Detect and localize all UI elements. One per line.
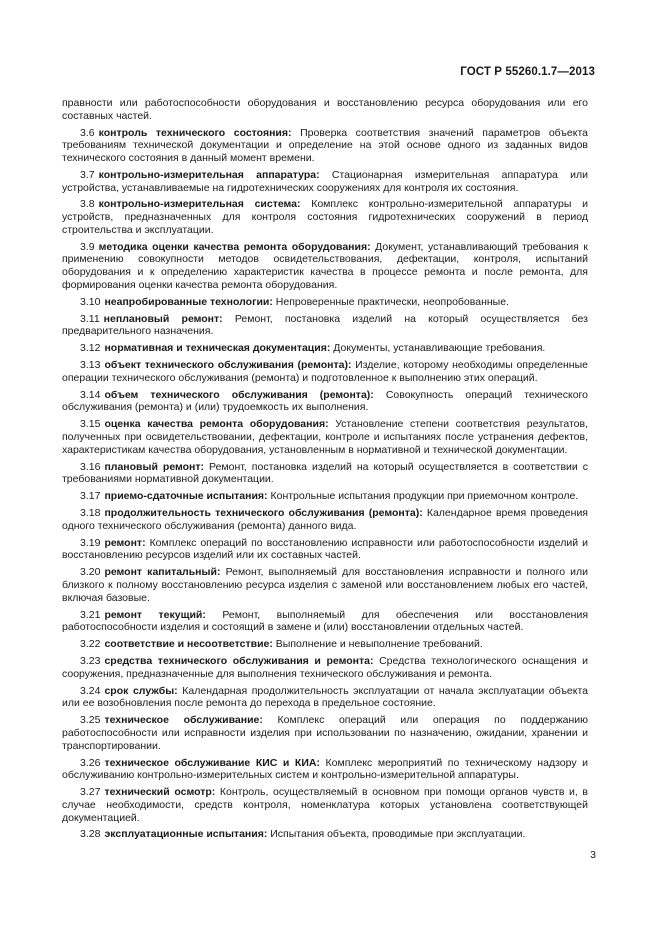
clause-number: 3.6: [80, 126, 95, 139]
definition-entry: [62, 638, 588, 651]
defined-term: объект технического обслуживания (ремонта):: [104, 359, 352, 372]
definition-text: Комплекс контрольно-измерительной аппаратуры и устройств, предназначенных для контроля состояния гидротехнических сооружений в период строительства и эксплуатации.: [62, 198, 588, 236]
clause-number: 3.19: [80, 536, 101, 549]
defined-term: контроль технического состояния:: [98, 126, 292, 139]
defined-term: контрольно-измерительная аппаратура:: [98, 168, 320, 181]
definition-text: Комплекс операций или операция по поддержанию работоспособности или исправности изделия при использовании по назначению, ожидании, хранении и транспортировании.: [62, 714, 588, 752]
continuation-paragraph: правности или работоспособности оборудования и восстановлению ресурса оборудования или его составных частей.: [62, 97, 588, 122]
definition-text: Испытания объекта, проводимые при эксплуатации.: [270, 828, 526, 841]
defined-term: эксплуатационные испытания:: [104, 828, 268, 841]
clause-number: 3.27: [80, 786, 101, 799]
definition-entry: [62, 169, 588, 194]
clause-number: 3.14: [80, 388, 101, 401]
definition-text: Установление степени соответствия результатов, полученных при освидетельствовании, дефектации, контроле и испытаниях после устранения дефектов, характеристикам качества оборудования, установленным в нормативной и технической документации.: [62, 418, 588, 456]
definition-entry: [62, 296, 588, 309]
clause-number: 3.20: [80, 566, 101, 579]
definition-text: Совокупность операций технического обслуживания (ремонта) и (или) трудоемкость их выполнения.: [62, 388, 588, 414]
definition-text: Календарная продолжительность эксплуатации от начала эксплуатации объекта или ее возобновления после ремонта до перехода в предельное состояние.: [62, 684, 589, 710]
clause-number: 3.25: [80, 714, 101, 727]
definition-entry: [62, 359, 588, 384]
clause-number: 3.15: [80, 418, 101, 431]
defined-term: техническое обслуживание КИС и КИА:: [104, 756, 320, 769]
defined-term: техническое обслуживание:: [104, 714, 263, 727]
clause-number: 3.26: [80, 756, 101, 769]
clause-number: 3.8: [80, 198, 95, 211]
definition-entry: [62, 828, 588, 841]
defined-term: технический осмотр:: [104, 786, 216, 799]
defined-term: срок службы:: [104, 684, 178, 697]
definition-text: Непроверенные практически, неопробованные.: [275, 295, 509, 308]
definition-text: Документы, устанавливающие требования.: [333, 342, 546, 355]
definition-entry: [62, 757, 588, 782]
clause-number: 3.7: [80, 168, 95, 181]
clause-number: 3.9: [80, 240, 95, 253]
defined-term: контрольно-измерительная система:: [98, 198, 301, 211]
clause-number: 3.11: [80, 312, 100, 325]
definition-text: Стационарная измерительная аппаратура или устройства, устанавливаемые на гидротехнических сооружениях для контроля их состояния.: [62, 168, 589, 194]
document-id-header: ГОСТ Р 55260.1.7—2013: [460, 66, 595, 78]
definitions-section: [62, 97, 588, 845]
definition-entry: [62, 685, 588, 710]
definition-entry: [62, 342, 588, 355]
definition-entry: [62, 389, 588, 414]
definition-entry: [62, 198, 588, 236]
definition-entry: [62, 241, 588, 292]
clause-number: 3.21: [80, 608, 101, 621]
definition-text: Комплекс мероприятий по техническому надзору и обслуживанию контрольно-измерительных систем и контрольно-измерительной аппаратуры.: [62, 756, 588, 782]
definition-text: Ремонт, постановка изделий на который осуществляется без предварительного назначения.: [62, 312, 588, 338]
definition-entry: [62, 786, 588, 824]
clause-number: 3.28: [80, 828, 101, 841]
defined-term: методика оценки качества ремонта оборудования:: [98, 240, 371, 253]
clause-number: 3.23: [80, 655, 101, 668]
definition-list: [62, 127, 588, 842]
defined-term: средства технического обслуживания и ремонта:: [104, 655, 374, 668]
defined-term: приемо-сдаточные испытания:: [104, 490, 268, 503]
definition-text: Документ, устанавливающий требования к применению совокупности методов освидетельствования, дефектации, контроля, испытаний оборудования и к определению характеристик качества в процессе ремонта и после ремонта, для формирования оценки качества ремонта оборудования.: [62, 240, 588, 291]
definition-entry: [62, 655, 588, 680]
defined-term: оценка качества ремонта оборудования:: [104, 418, 329, 431]
definition-entry: [62, 609, 588, 634]
defined-term: нормативная и техническая документация:: [104, 342, 331, 355]
clause-number: 3.17: [80, 490, 101, 503]
definition-text: Комплекс операций по восстановлению исправности или работоспособности изделий и восстановлению ресурсов изделий или их составных частей.: [62, 536, 588, 562]
definition-entry: [62, 714, 588, 752]
clause-number: 3.16: [80, 460, 101, 473]
definition-text: Контроль, осуществляемый в основном при помощи органов чувств и, в случае необходимости, средств контроля, номенклатура которых установлена соответствующей документацией.: [62, 786, 588, 824]
definition-text: Ремонт, выполняемый для обеспечения или восстановления работоспособности изделия и состоящий в замене и (или) восстановлении отдельных частей.: [62, 608, 589, 634]
definition-entry: [62, 537, 588, 562]
definition-text: Ремонт, постановка изделий на который осуществляется в соответствии с требованиями нормативной документации.: [62, 460, 588, 486]
clause-number: 3.24: [80, 684, 101, 697]
page-number: 3: [590, 849, 596, 861]
definition-text: Календарное время проведения одного технического обслуживания (ремонта) данного вида.: [62, 507, 588, 532]
definition-entry: [62, 313, 588, 338]
definition-entry: [62, 127, 588, 165]
defined-term: плановый ремонт:: [104, 460, 205, 473]
definition-entry: [62, 461, 588, 486]
clause-number: 3.10: [80, 295, 101, 308]
clause-number: 3.22: [80, 638, 101, 651]
defined-term: соответствие и несоответствие:: [104, 638, 273, 651]
definition-entry: [62, 507, 588, 532]
definition-text: Изделие, которому необходимы определенные операции технического обслуживания (ремонта) и подготовленное к выполнению этих операций.: [62, 359, 588, 384]
definition-text: Выполнение и невыполнение требований.: [275, 638, 483, 651]
clause-number: 3.13: [80, 359, 101, 372]
defined-term: ремонт:: [104, 536, 146, 549]
definition-text: Контрольные испытания продукции при приемочном контроле.: [270, 490, 579, 503]
defined-term: объем технического обслуживания (ремонта):: [104, 388, 374, 401]
defined-term: неапробированные технологии:: [104, 295, 273, 308]
definition-text: Средства технологического оснащения и сооружения, предназначенные для выполнения технического обслуживания и ремонта.: [62, 655, 589, 680]
definition-text: Ремонт, выполняемый для восстановления исправности и полного или близкого к полному восстановлению ресурса изделия с заменой или восстановлением любых его частей, включая базовые.: [62, 566, 588, 604]
definition-entry: [62, 418, 588, 456]
defined-term: ремонт капитальный:: [104, 566, 221, 579]
defined-term: ремонт текущий:: [104, 608, 206, 621]
definition-entry: [62, 490, 588, 503]
definition-entry: [62, 566, 588, 604]
definition-text: Проверка соответствия значений параметров объекта требованиям технической документации и определение на этой основе одного из заданных видов технического состояния в данный момент времени.: [62, 126, 588, 164]
clause-number: 3.12: [80, 342, 101, 355]
defined-term: неплановый ремонт:: [103, 312, 223, 325]
defined-term: продолжительность технического обслуживания (ремонта):: [104, 507, 423, 520]
clause-number: 3.18: [80, 507, 101, 520]
